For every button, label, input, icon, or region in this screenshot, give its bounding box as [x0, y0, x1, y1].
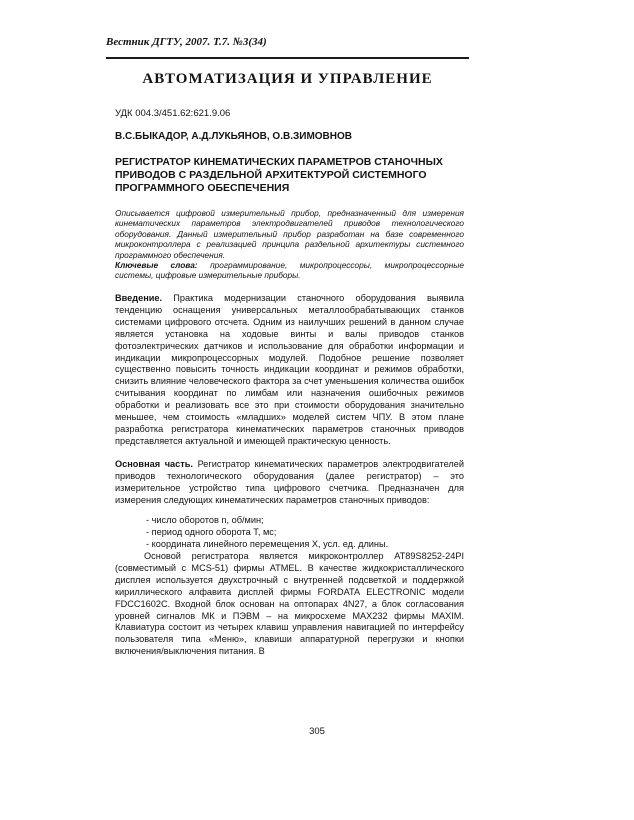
intro-text: Практика модернизации станочного оборудования выявила тенденцию оснащения универсальных металлообрабатывающих станков системами цифрового отсчета. Одним из наилучших решений в данном случае является установка на ходовые винты и валы приводов станков фотоэлектрических датчиков и использование для обработки информации и индикации микропроцессорных модулей. Подобное решение позволяет существенно повысить точность индикации координат и режимов обработки, снизить влияние человеческого фактора за счет уменьшения количества ошибок считывания координат по лимбам или назначения ошибочных режимов обработки и реализовать все это при стоимости оборудования значительно меньшее, чем стоимость «младших» моделей систем ЧПУ. В этом плане разработка регистратора кинематических параметров станочных приводов представляется актуальной и имеющей практическую ценность. — [115, 293, 464, 446]
page-number: 305 — [309, 726, 325, 737]
intro-label: Введение. — [115, 293, 163, 303]
main-paragraph — [115, 459, 464, 507]
continuation-paragraph: Основой регистратора является микроконтроллер AT89S8252-24PI (совместимый с MCS-51) фирмы ATMEL. В качестве жидкокристаллического дисплея используется двухстрочный с внутренней подсветкой и поддержкой кириллического алфавита дисплей фирмы FORDATA ELECTRONIC модели FDCC1602C. Входной блок основан на оптопарах 4N27, а блок согласования уровней сигналов МК и ПЭВМ – на микросхеме MAX232 фирмы MAXIM. Клавиатура состоит из четырех клавиш управления навигацией по интерфейсу пользователя типа «Меню», клавиши аппаратурной перегрузки и кнопки включения/выключения питания. В — [115, 551, 464, 657]
section-heading: АВТОМАТИЗАЦИЯ И УПРАВЛЕНИЕ — [142, 71, 433, 87]
keywords-text: программирование, микропроцессоры, микропроцессорные системы, цифровые измерительные приборы. — [115, 260, 464, 281]
keywords — [115, 260, 464, 281]
list-item: - число оборотов n, об/мин; — [146, 515, 264, 525]
header-rule — [106, 57, 469, 59]
list-item: - период одного оборота Т, мс; — [146, 527, 277, 537]
list-item: - координата линейного перемещения Х, усл. ед. длины. — [146, 539, 389, 549]
abstract: Описывается цифровой измерительный прибор, предназначенный для измерения кинематических параметров электродвигателей приводов технологического оборудования. Данный измерительный прибор разработан на базе современного микроконтроллера с реализацией принципа раздельной архитектуры системного программного обеспечения. — [115, 208, 464, 260]
keywords-label: Ключевые слова: — [115, 260, 198, 270]
authors: В.С.БЫКАДОР, А.Д.ЛУКЬЯНОВ, О.В.ЗИМОВНОВ — [115, 131, 352, 142]
article-title: РЕГИСТРАТОР КИНЕМАТИЧЕСКИХ ПАРАМЕТРОВ СТАНОЧНЫХ ПРИВОДОВ С РАЗДЕЛЬНОЙ АРХИТЕКТУРОЙ СИСТЕМНОГО ПРОГРАММНОГО ОБЕСПЕЧЕНИЯ — [115, 156, 443, 194]
journal-header: Вестник ДГТУ, 2007. Т.7. №3(34) — [106, 36, 267, 48]
main-text: Регистратор кинематических параметров электродвигателей приводов технологического оборудования (далее регистратор) – это измерительное устройство типа цифрового счетчика. Предназначен для измерения следующих кинематических параметров станочных приводов: — [115, 459, 464, 505]
intro-paragraph — [115, 293, 464, 448]
main-label: Основная часть. — [115, 459, 193, 469]
udk-code: УДК 004.3/451.62:621.9.06 — [115, 108, 231, 119]
